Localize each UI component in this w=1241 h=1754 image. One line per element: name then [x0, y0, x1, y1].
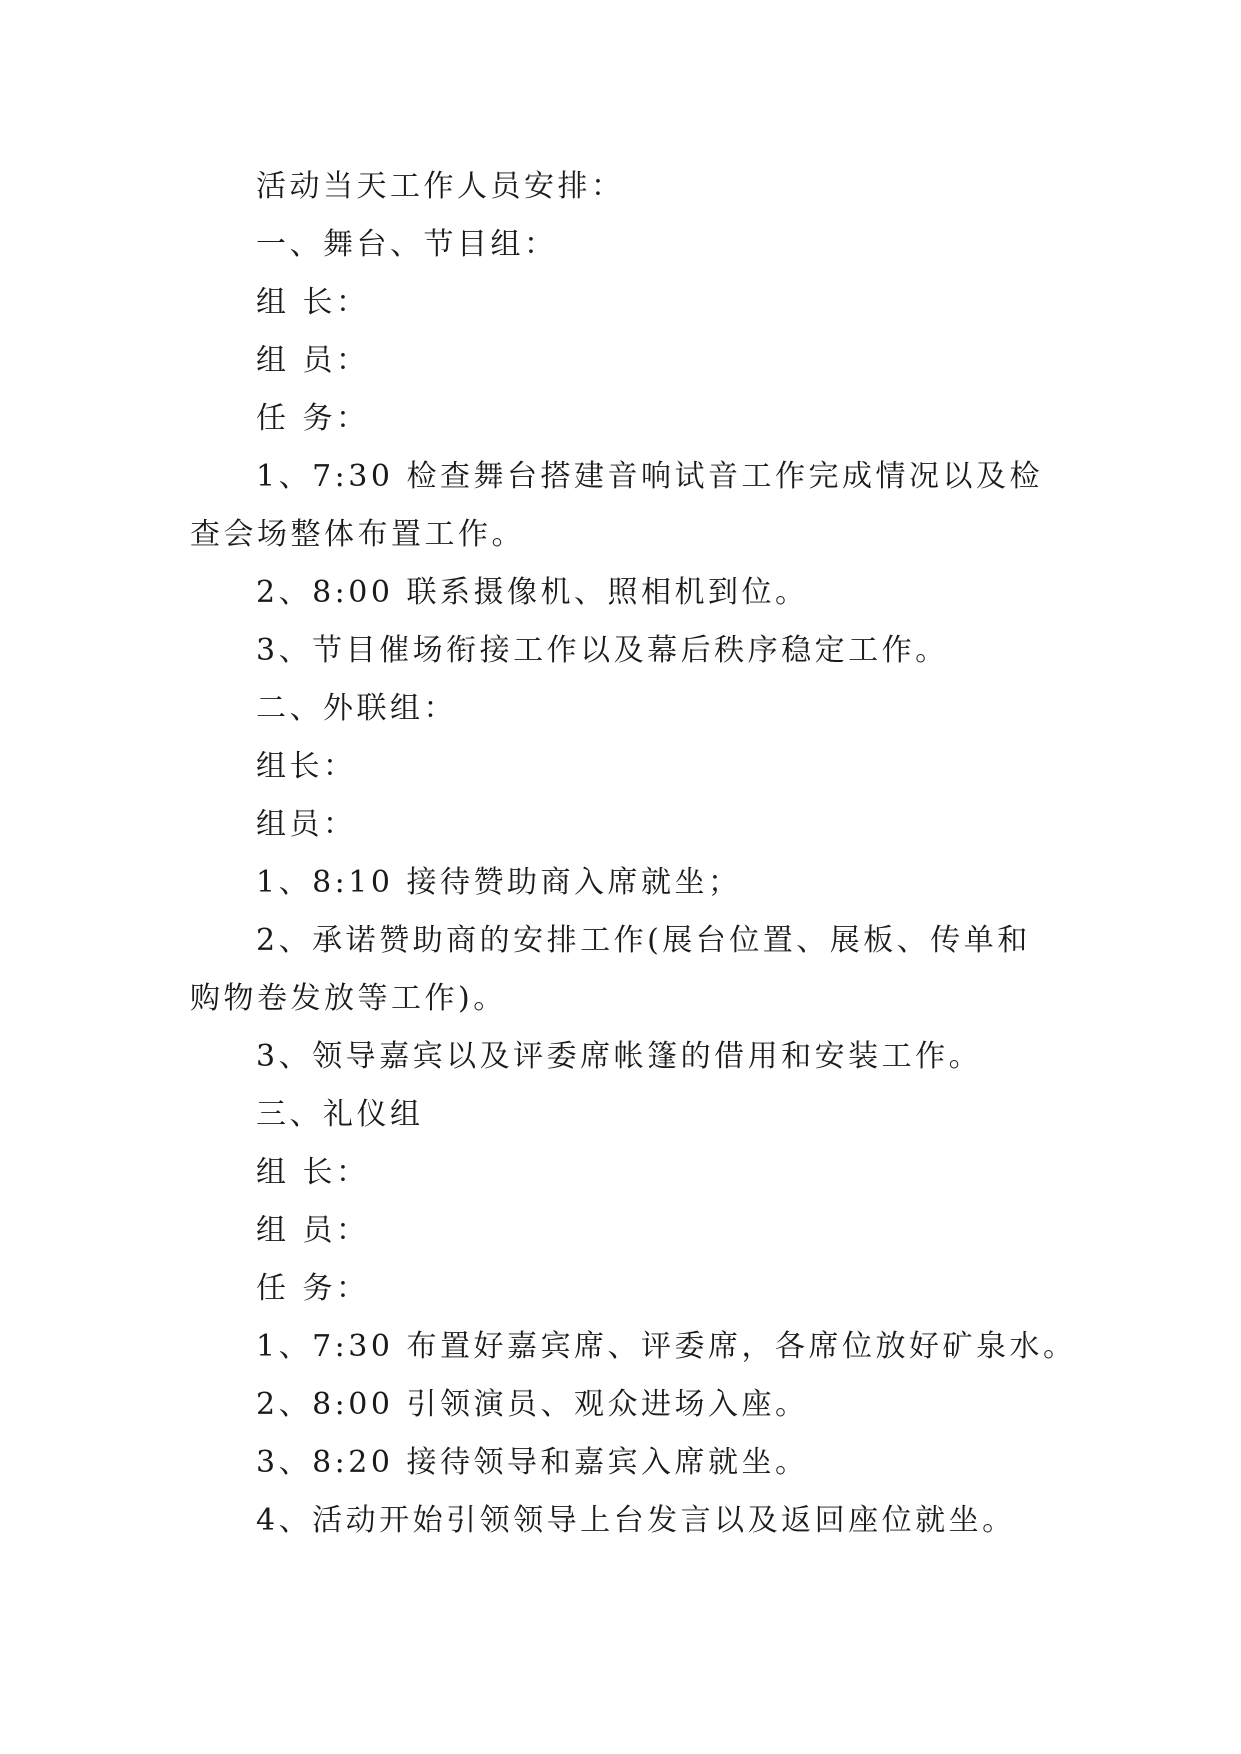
group-leader-line: 组 长： [256, 1155, 370, 1190]
task-item: 3、8:20 接待领导和嘉宾入席就坐。 [256, 1445, 809, 1480]
document-heading: 活动当天工作人员安排： [256, 169, 625, 204]
task-item: 2、8:00 引领演员、观众进场入座。 [256, 1387, 809, 1422]
task-item: 4、活动开始引领领导上台发言以及返回座位就坐。 [256, 1503, 1016, 1538]
task-item: 1、7:30 检查舞台搭建音响试音工作完成情况以及检查会场整体布置工作。 [190, 459, 1043, 552]
group-leader-line: 组 长： [256, 285, 370, 320]
group-member-line: 组 员： [256, 343, 370, 378]
task-item: 2、承诺赞助商的安排工作(展台位置、展板、传单和购物卷发放等工作)。 [190, 923, 1031, 1016]
section-heading-etiquette: 三、礼仪组 [256, 1097, 424, 1132]
task-item: 1、8:10 接待赞助商入席就坐； [256, 865, 742, 900]
task-line: 任 务： [256, 401, 370, 436]
task-item: 2、8:00 联系摄像机、照相机到位。 [256, 575, 809, 610]
document-body [190, 158, 1077, 1550]
task-item: 3、领导嘉宾以及评委席帐篷的借用和安装工作。 [256, 1039, 983, 1074]
group-leader-line: 组长： [256, 749, 357, 784]
task-line: 任 务： [256, 1271, 370, 1306]
section-heading-stage-program: 一、舞台、节目组： [256, 227, 558, 262]
group-member-line: 组员： [256, 807, 357, 842]
group-member-line: 组 员： [256, 1213, 370, 1248]
task-item: 3、节目催场衔接工作以及幕后秩序稳定工作。 [256, 633, 949, 668]
section-heading-external-liaison: 二、外联组： [256, 691, 457, 726]
task-item: 1、7:30 布置好嘉宾席、评委席，各席位放好矿泉水。 [256, 1329, 1077, 1364]
